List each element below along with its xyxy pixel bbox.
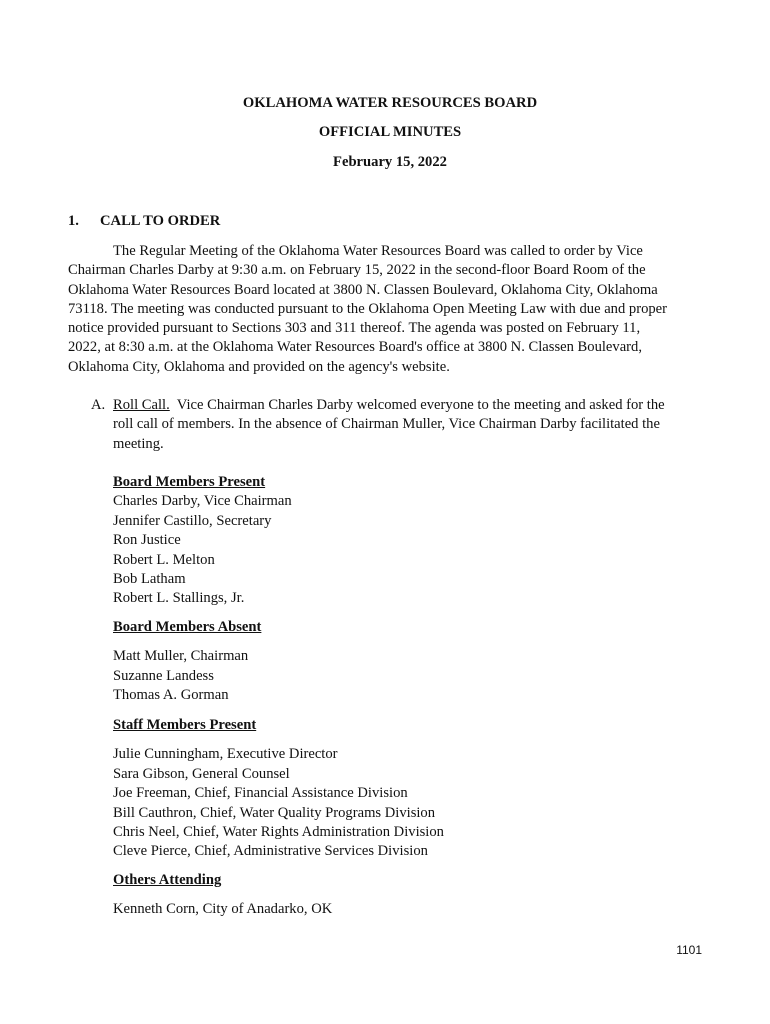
paragraph-line: notice provided pursuant to Sections 303 and 311 thereof. The agenda was posted on February 11, — [68, 320, 641, 337]
staff-name: Julie Cunningham, Executive Director — [113, 746, 338, 763]
paragraph-line: Oklahoma City, Oklahoma and provided on the agency's website. — [68, 358, 450, 375]
item-marker: A. — [91, 397, 106, 413]
roll-call-line — [113, 396, 713, 415]
member-name: Bob Latham — [113, 571, 186, 588]
group-heading: Others Attending — [113, 872, 222, 888]
staff-name: Bill Cauthron, Chief, Water Quality Programs Division — [113, 804, 436, 821]
meeting-date: February 15, 2022 — [333, 154, 447, 170]
board-members-present — [113, 473, 292, 609]
member-name: Robert L. Melton — [113, 551, 215, 568]
org-title: OKLAHOMA WATER RESOURCES BOARD — [242, 95, 538, 111]
group-heading: Board Members Absent — [113, 619, 262, 635]
paragraph-line: The Regular Meeting of the Oklahoma Water Resources Board was called to order by Vice — [113, 243, 643, 259]
member-name: Thomas A. Gorman — [113, 687, 229, 704]
board-members-absent — [113, 618, 261, 706]
others-attending — [113, 871, 332, 920]
member-name: Jennifer Castillo, Secretary — [113, 512, 272, 529]
paragraph-line: 73118. The meeting was conducted pursuant to the Oklahoma Open Meeting Law with due and proper — [68, 300, 667, 317]
member-name: Charles Darby, Vice Chairman — [113, 493, 292, 510]
roll-call-item — [113, 396, 713, 454]
paragraph-line: 2022, at 8:30 a.m. at the Oklahoma Water Resources Board's office at 3800 N. Classen Boulevard, — [68, 339, 642, 356]
attendee-name: Kenneth Corn, City of Anadarko, OK — [113, 901, 333, 918]
group-heading: Board Members Present — [113, 474, 266, 490]
staff-name: Sara Gibson, General Counsel — [113, 765, 290, 782]
staff-name: Joe Freeman, Chief, Financial Assistance Division — [113, 785, 408, 802]
staff-name: Cleve Pierce, Chief, Administrative Services Division — [113, 843, 428, 860]
roll-call-text: Vice Chairman Charles Darby welcomed everyone to the meeting and asked for the — [169, 397, 665, 413]
member-name: Matt Muller, Chairman — [113, 648, 249, 665]
roll-call-label: Roll Call. — [113, 397, 170, 413]
page-number: 1101 — [676, 943, 702, 957]
roll-call-line: meeting. — [113, 435, 164, 452]
section-number: 1. — [68, 213, 79, 229]
group-heading: Staff Members Present — [113, 717, 257, 733]
staff-members-present — [113, 716, 444, 862]
member-name: Ron Justice — [113, 532, 181, 549]
section-title: CALL TO ORDER — [100, 213, 221, 229]
call-to-order-paragraph — [68, 242, 708, 377]
paragraph-line: Oklahoma Water Resources Board located at 3800 N. Classen Boulevard, Oklahoma City, Oklahoma — [68, 281, 658, 298]
staff-name: Chris Neel, Chief, Water Rights Administration Division — [113, 824, 444, 841]
roll-call-line: roll call of members. In the absence of Chairman Muller, Vice Chairman Darby facilitated the — [113, 416, 660, 433]
member-name: Robert L. Stallings, Jr. — [113, 590, 245, 607]
document-type: OFFICIAL MINUTES — [318, 124, 462, 140]
paragraph-line: Chairman Charles Darby at 9:30 a.m. on February 15, 2022 in the second-floor Board Room of the — [68, 262, 646, 279]
member-name: Suzanne Landess — [113, 667, 214, 684]
